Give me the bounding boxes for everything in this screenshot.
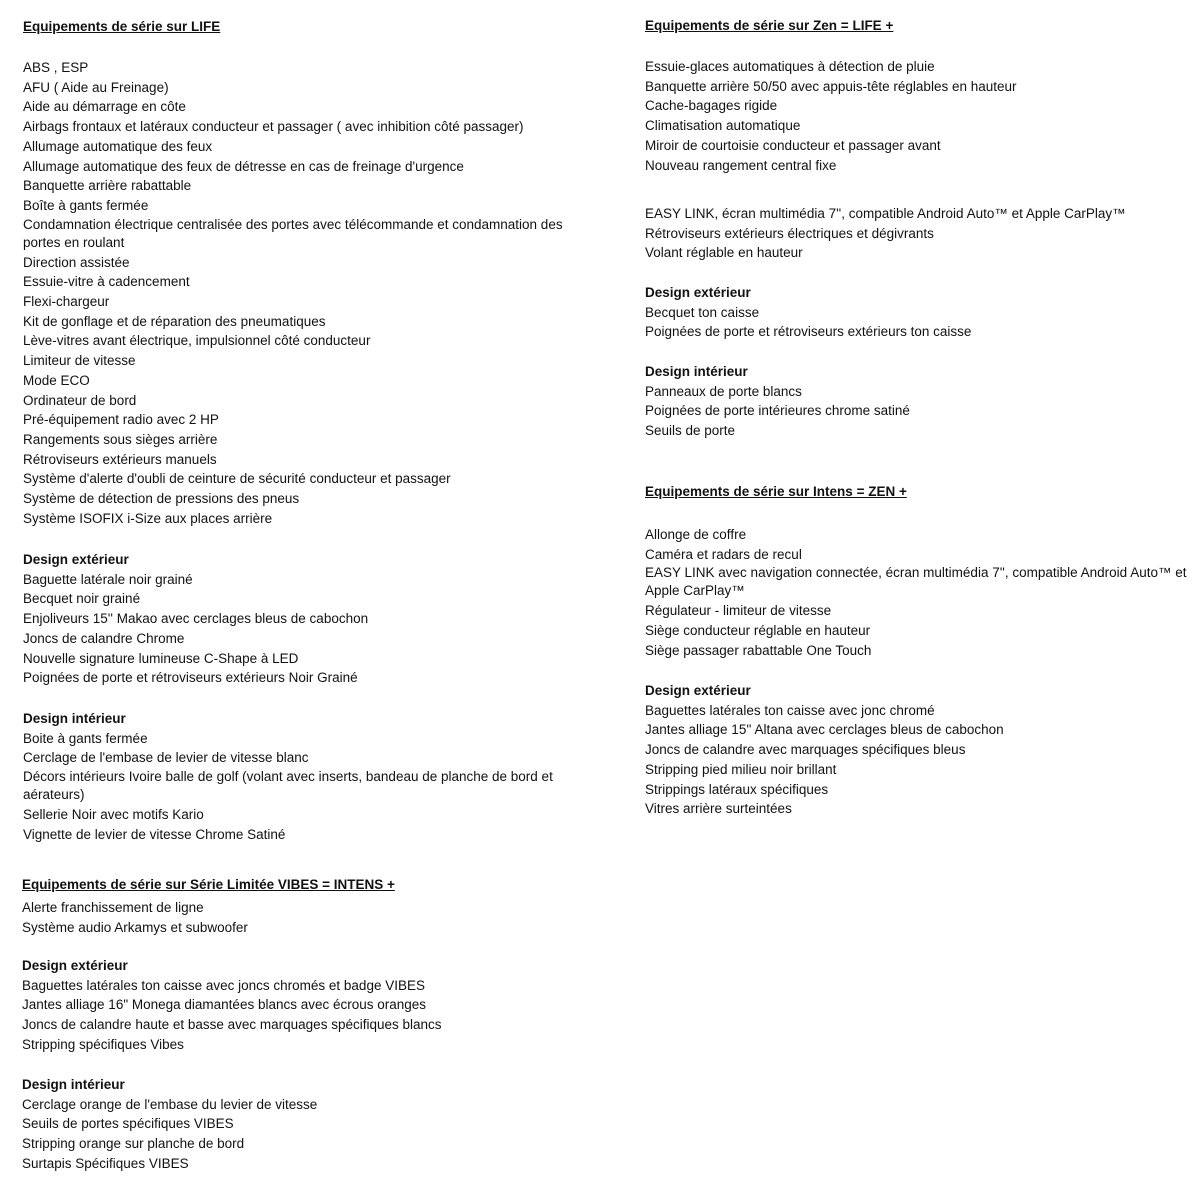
vibes-title: Equipements de série sur Série Limitée VIBES = INTENS + bbox=[22, 877, 395, 892]
list-item: Système audio Arkamys et subwoofer bbox=[22, 919, 248, 935]
list-item: Seuils de portes spécifiques VIBES bbox=[22, 1116, 234, 1132]
list-item: Nouvelle signature lumineuse C-Shape à LED bbox=[23, 650, 299, 666]
list-item: Allumage automatique des feux bbox=[23, 138, 213, 154]
zen-exterior-list bbox=[645, 303, 1190, 342]
zen-exterior-title: Design extérieur bbox=[645, 285, 751, 300]
list-item: Essuie-glaces automatiques à détection de pluie bbox=[645, 59, 935, 74]
vibes-interior-block bbox=[22, 1075, 582, 1174]
list-item: Joncs de calandre avec marquages spécifiques bleus bbox=[645, 742, 966, 758]
list-item: Boîte à gants fermée bbox=[23, 197, 149, 213]
life-title: Equipements de série sur LIFE bbox=[23, 19, 221, 34]
zen-standard-a-block bbox=[645, 57, 1190, 175]
vibes-exterior-list bbox=[22, 976, 582, 1055]
zen-standard-b-list bbox=[645, 204, 1190, 263]
list-item: Stripping pied milieu noir brillant bbox=[645, 761, 837, 777]
list-item: Poignées de porte et rétroviseurs extérieurs ton caisse bbox=[645, 324, 972, 340]
list-item: Allumage automatique des feux de détresse en cas de freinage d'urgence bbox=[23, 158, 464, 174]
list-item: Cache-bagages rigide bbox=[645, 98, 778, 114]
zen-interior-block bbox=[645, 362, 1190, 441]
list-item: Becquet ton caisse bbox=[645, 304, 760, 320]
list-item: EASY LINK avec navigation connectée, écran multimédia 7'', compatible Android Auto™ et Apple CarPlay™ bbox=[645, 565, 1187, 599]
list-item: Cerclage de l'embase de levier de vitesse blanc bbox=[23, 750, 309, 766]
list-item: Panneaux de porte blancs bbox=[645, 383, 802, 399]
life-standard-list bbox=[23, 58, 583, 528]
list-item: Flexi-chargeur bbox=[23, 294, 110, 310]
list-item: Nouveau rangement central fixe bbox=[645, 157, 837, 173]
list-item: Boite à gants fermée bbox=[23, 730, 148, 746]
list-item: Stripping orange sur planche de bord bbox=[22, 1136, 245, 1152]
life-interior-list bbox=[23, 729, 583, 845]
list-item: Rétroviseurs extérieurs manuels bbox=[23, 451, 217, 467]
list-item: Poignées de porte et rétroviseurs extérieurs Noir Grainé bbox=[23, 670, 358, 686]
intens-title: Equipements de série sur Intens = ZEN + bbox=[645, 484, 907, 499]
list-item: Joncs de calandre Chrome bbox=[23, 630, 185, 646]
list-item: EASY LINK, écran multimédia 7'', compatible Android Auto™ et Apple CarPlay™ bbox=[645, 206, 1126, 221]
zen-exterior-block bbox=[645, 283, 1190, 342]
list-item: Baguettes latérales ton caisse avec joncs chromés et badge VIBES bbox=[22, 977, 425, 993]
list-item: Poignées de porte intérieures chrome satiné bbox=[645, 403, 910, 419]
vibes-interior-list bbox=[22, 1095, 582, 1174]
list-item: Becquet noir grainé bbox=[23, 591, 141, 607]
list-item: Limiteur de vitesse bbox=[23, 353, 136, 369]
list-item: Seuils de porte bbox=[645, 423, 736, 439]
list-item: Alerte franchissement de ligne bbox=[22, 900, 204, 915]
list-item: Airbags frontaux et latéraux conducteur et passager ( avec inhibition côté passager) bbox=[23, 119, 524, 135]
list-item: Siège conducteur réglable en hauteur bbox=[645, 623, 871, 639]
list-item: Vignette de levier de vitesse Chrome Satiné bbox=[23, 826, 286, 842]
list-item: Vitres arrière surteintées bbox=[645, 801, 792, 817]
life-exterior-title: Design extérieur bbox=[23, 552, 129, 567]
vibes-interior-title: Design intérieur bbox=[22, 1077, 125, 1092]
zen-standard-a-list bbox=[645, 57, 1190, 175]
list-item: Système de détection de pressions des pneus bbox=[23, 491, 300, 507]
intens-exterior-block bbox=[645, 681, 1190, 819]
list-item: Banquette arrière rabattable bbox=[23, 178, 192, 194]
list-item: Climatisation automatique bbox=[645, 118, 801, 134]
list-item: Siège passager rabattable One Touch bbox=[645, 642, 872, 658]
list-item: Volant réglable en hauteur bbox=[645, 245, 803, 261]
life-interior-title: Design intérieur bbox=[23, 711, 126, 726]
list-item: Ordinateur de bord bbox=[23, 392, 137, 408]
list-item: AFU ( Aide au Freinage) bbox=[23, 79, 169, 95]
vibes-exterior-title: Design extérieur bbox=[22, 958, 128, 973]
intens-exterior-title: Design extérieur bbox=[645, 683, 751, 698]
list-item: Baguette latérale noir grainé bbox=[23, 571, 193, 587]
list-item: Banquette arrière 50/50 avec appuis-tête réglables en hauteur bbox=[645, 78, 1017, 94]
list-item: Pré-équipement radio avec 2 HP bbox=[23, 412, 219, 428]
list-item: Aide au démarrage en côte bbox=[23, 99, 186, 115]
list-item: Décors intérieurs Ivoire balle de golf (volant avec inserts, bandeau de planche de bord et aérateurs) bbox=[23, 769, 553, 803]
life-standard-block bbox=[23, 58, 583, 528]
list-item: Lève-vitres avant électrique, impulsionnel côté conducteur bbox=[23, 333, 371, 349]
list-item: Cerclage orange de l'embase du levier de vitesse bbox=[22, 1096, 318, 1112]
intens-exterior-list bbox=[645, 701, 1190, 819]
list-item: Surtapis Spécifiques VIBES bbox=[22, 1155, 189, 1171]
zen-section bbox=[645, 17, 1190, 35]
list-item: Direction assistée bbox=[23, 254, 130, 270]
intens-standard-list bbox=[645, 525, 1190, 661]
list-item: Allonge de coffre bbox=[645, 527, 747, 542]
list-item: Kit de gonflage et de réparation des pneumatiques bbox=[23, 313, 326, 329]
life-exterior-list bbox=[23, 570, 583, 688]
list-item: Miroir de courtoisie conducteur et passager avant bbox=[645, 137, 941, 153]
zen-title: Equipements de série sur Zen = LIFE + bbox=[645, 18, 894, 33]
intens-standard-block bbox=[645, 525, 1190, 661]
list-item: Enjoliveurs 15'' Makao avec cerclages bleus de cabochon bbox=[23, 611, 369, 627]
vibes-standard-list bbox=[22, 898, 582, 937]
vibes-exterior-block bbox=[22, 956, 582, 1055]
list-item: ABS , ESP bbox=[23, 60, 89, 75]
list-item: Joncs de calandre haute et basse avec marquages spécifiques blancs bbox=[22, 1017, 442, 1033]
zen-standard-b-block bbox=[645, 204, 1190, 263]
intens-section bbox=[645, 483, 1190, 501]
list-item: Baguettes latérales ton caisse avec jonc chromé bbox=[645, 702, 935, 718]
list-item: Jantes alliage 16" Monega diamantées blancs avec écrous oranges bbox=[22, 997, 427, 1013]
list-item: Essuie-vitre à cadencement bbox=[23, 274, 190, 290]
list-item: Caméra et radars de recul bbox=[645, 546, 802, 562]
list-item: Régulateur - limiteur de vitesse bbox=[645, 603, 832, 619]
list-item: Condamnation électrique centralisée des portes avec télécommande et condamnation des portes en roulant bbox=[23, 216, 563, 250]
list-item: Rétroviseurs extérieurs électriques et dégivrants bbox=[645, 225, 934, 241]
life-section bbox=[23, 18, 583, 36]
life-interior-block bbox=[23, 709, 583, 845]
life-exterior-block bbox=[23, 550, 583, 688]
list-item: Sellerie Noir avec motifs Kario bbox=[23, 807, 204, 823]
list-item: Mode ECO bbox=[23, 372, 90, 388]
list-item: Système d'alerte d'oubli de ceinture de sécurité conducteur et passager bbox=[23, 471, 451, 487]
vibes-section bbox=[22, 876, 582, 937]
list-item: Stripping spécifiques Vibes bbox=[22, 1036, 184, 1052]
list-item: Jantes alliage 15'' Altana avec cerclages bleus de cabochon bbox=[645, 722, 1004, 738]
list-item: Strippings latéraux spécifiques bbox=[645, 781, 829, 797]
zen-interior-list bbox=[645, 382, 1190, 441]
list-item: Système ISOFIX i-Size aux places arrière bbox=[23, 510, 273, 526]
list-item: Rangements sous sièges arrière bbox=[23, 431, 218, 447]
zen-interior-title: Design intérieur bbox=[645, 364, 748, 379]
